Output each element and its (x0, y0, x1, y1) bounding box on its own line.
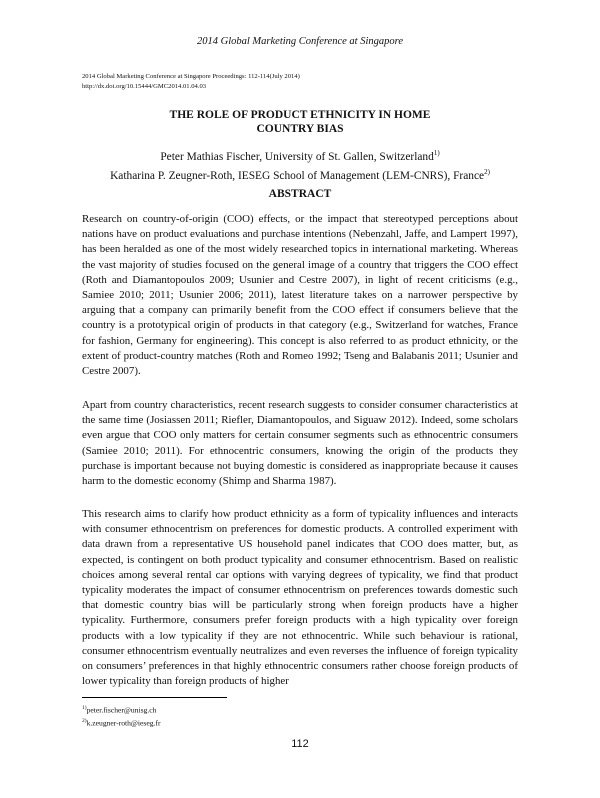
footnote-2-email[interactable]: k.zeugner-roth@ieseg.fr (86, 718, 161, 728)
abstract-heading: ABSTRACT (268, 188, 332, 200)
title-line-1: THE ROLE OF PRODUCT ETHNICITY IN HOME (169, 109, 431, 121)
author-1 (0, 146, 600, 165)
abstract-paragraph-3: This research aims to clarify how product ethnicity as a form of typicality influences and interacts with consumer ethnocentrism on preferences for domestic products. A controlled experiment with data drawn from a representative US household panel indicates that COO does matter, but, as expected, is contingent on both product typicality and consumer ethnocentrism. Based on realistic choices among several rental car options with varying degrees of typicality, we find that product typicality moderates the impact of consumer ethnocentrism on preferences towards domestic such that domestic country bias will be particularly strong when foreign products have a higher typicality. Furthermore, consumers prefer foreign products with a high typicality over foreign products with a low typicality if they are not ethnocentric. While such behaviour is rational, consumer ethnocentrism eventually neutralizes and even reverses the influence of foreign typicality on consumers’ preferences in that highly ethnocentric consumers rather choose foreign products of lower typicality than foreign products of higher (82, 508, 518, 688)
page-number: 112 (291, 738, 309, 750)
footnote-2-mark: 2) (82, 718, 87, 725)
title-line-2: COUNTRY BIAS (256, 123, 344, 135)
doi-link[interactable]: http://dx.doi.org/10.15444/GMC2014.01.04.03 (82, 83, 207, 90)
abstract-paragraph-1: Research on country-of-origin (COO) effects, or the impact that stereotyped perceptions about nations have on product evaluations and purchase intentions (Nebenzahl, Jaffe, and Lampert 1997), has been heralded as one of the most widely researched topics in international marketing. Whereas the vast majority of studies focused on the general image of a country that triggers the COO effect (Roth and Diamantopoulos 2009; Usunier and Cestre 2007), in light of recent criticisms (e.g., Samiee 2010; 2011; Usunier 2006; 2011), latest literature takes on a narrower perspective by arguing that a company can primarily benefit from the COO effect if consumers believe that the country is a prototypical origin of products in that category (e.g., Switzerland for watches, France for fashion, Germany for engineering). This concept is also referred to as product ethnicity, or the extent of product-country matches (Roth and Romeo 1992; Tseng and Balabanis 2011; Usunier and Cestre 2007). (82, 213, 518, 378)
author-2-footnote-mark: 2) (484, 167, 490, 176)
paper-title (0, 108, 600, 136)
footnote-1-email[interactable]: peter.fischer@unisg.ch (86, 705, 157, 715)
author-1-name: Peter Mathias Fischer, University of St. Gallen, Switzerland (160, 150, 434, 163)
abstract-paragraph-2: Apart from country characteristics, recent research suggests to consider consumer characteristics at the same time (Josiassen 2011; Riefler, Diamantopoulos, and Siguaw 2012). Indeed, some scholars even argue that COO only matters for certain consumer segments such as ethnocentric consumers (Samiee 2010; 2011). For ethnocentric consumers, knowing the origin of the products they purchase is important because not buying domestic is considered as inappropriate because it causes harm to the domestic economy (Shimp and Sharma 1987). (82, 399, 518, 488)
footnote-2 (82, 716, 160, 729)
author-1-footnote-mark: 1) (433, 149, 440, 157)
footnote-1-mark: 1) (82, 705, 87, 711)
proceedings-citation: 2014 Global Marketing Conference at Singapore Proceedings: 112-114(July 2014) (82, 73, 300, 80)
author-2-name: Katharina P. Zeugner-Roth, IESEG School of Management (LEM-CNRS), France (110, 169, 485, 182)
author-list (0, 146, 600, 184)
proceedings-info (82, 72, 300, 92)
running-header: 2014 Global Marketing Conference at Singapore (197, 36, 403, 47)
footnote-1 (82, 703, 160, 716)
author-2 (0, 165, 600, 184)
footnote-divider (82, 697, 227, 698)
footnotes (82, 703, 160, 729)
